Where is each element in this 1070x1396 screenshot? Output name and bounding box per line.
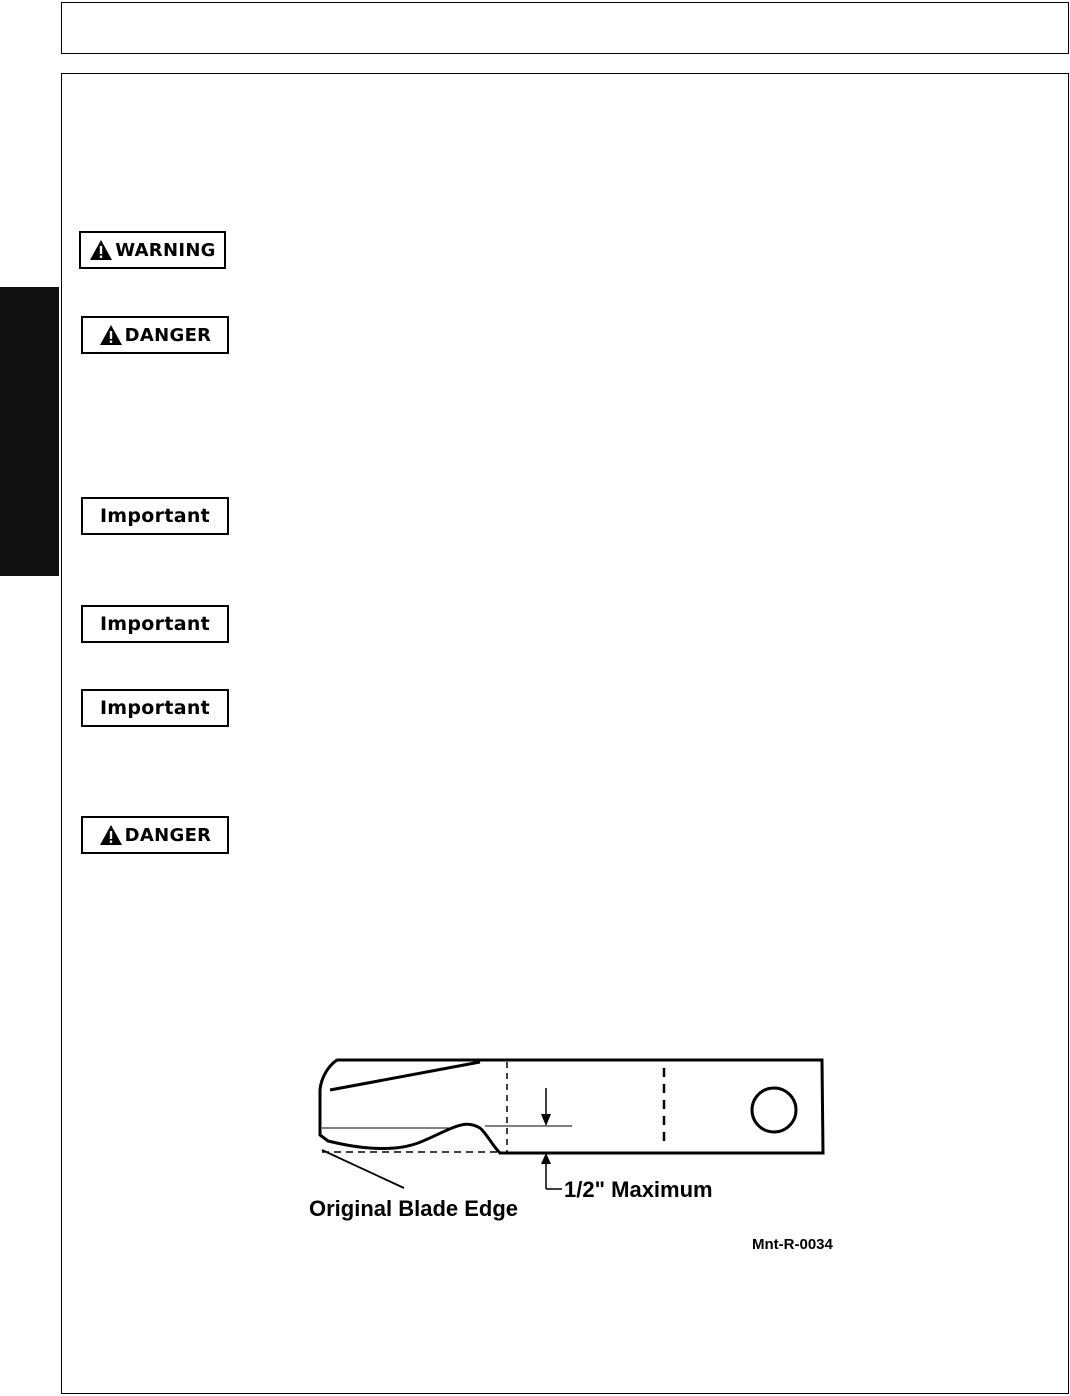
important-label: [81, 605, 229, 643]
important-label: [81, 497, 229, 535]
page-header-box: [61, 2, 1069, 54]
important-text: Important: [99, 697, 211, 719]
warning-triangle-icon: [89, 239, 113, 261]
warning-label: [79, 231, 226, 269]
important-text: Important: [99, 505, 211, 527]
warning-triangle-icon: [99, 824, 123, 846]
danger-text: DANGER: [124, 324, 212, 346]
original-edge-callout: Original Blade Edge: [309, 1196, 519, 1221]
danger-text: DANGER: [124, 824, 212, 846]
important-label: [81, 689, 229, 727]
danger-label: [81, 316, 229, 354]
warning-triangle-icon: [99, 324, 123, 346]
section-side-tab: [0, 287, 59, 576]
blade-wear-diagram: [300, 1050, 860, 1270]
figure-id: Mnt-R-0034: [752, 1236, 833, 1253]
danger-label: [81, 816, 229, 854]
warning-text: WARNING: [115, 239, 216, 261]
max-wear-callout: 1/2" Maximum: [564, 1177, 713, 1202]
important-text: Important: [99, 613, 211, 635]
